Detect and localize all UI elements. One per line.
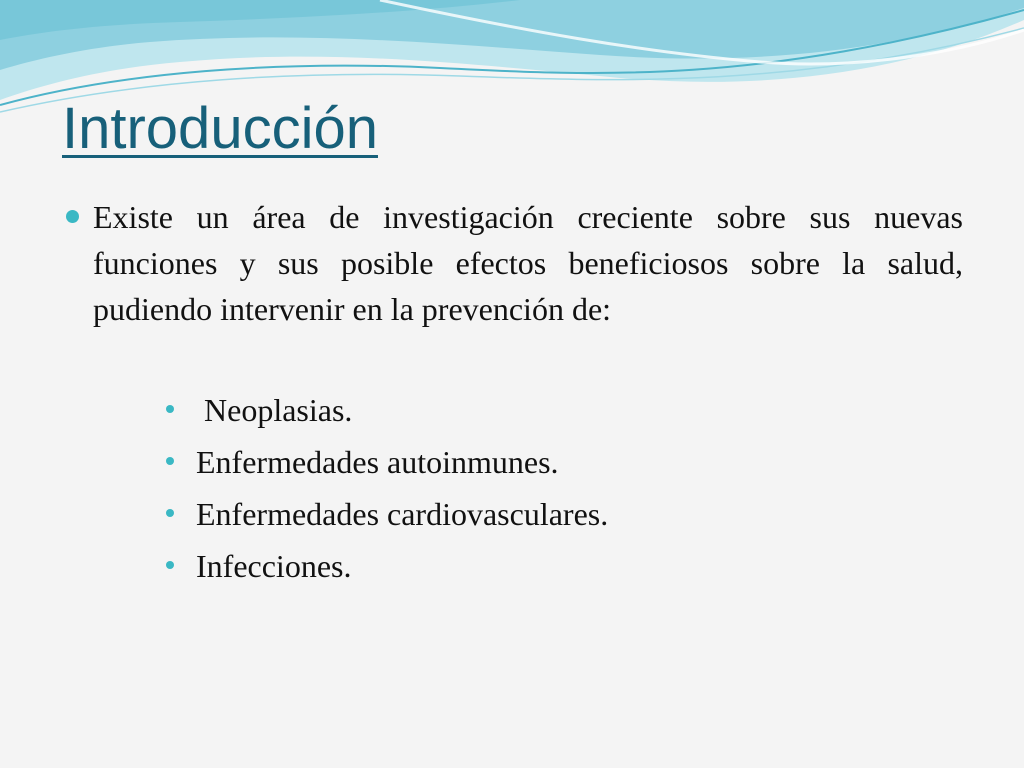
bullet-dot-icon	[66, 210, 79, 223]
sub-bullet-dot-icon	[166, 457, 174, 465]
sub-bullet-dot-icon	[166, 405, 174, 413]
sub-bullet-label: Infecciones.	[196, 548, 352, 584]
main-bullet-text: Existe un área de investigación creciente sobre sus nuevas funciones y sus posible efectos beneficiosos sobre la salud, pudiendo intervenir en la prevención de:	[93, 199, 963, 327]
sub-bullet-label: Neoplasias.	[204, 392, 353, 428]
slide-title: Introducción	[62, 96, 378, 161]
sub-bullet-label: Enfermedades cardiovasculares.	[196, 496, 609, 532]
sub-bullet-dot-icon	[166, 509, 174, 517]
sub-bullet-dot-icon	[166, 561, 174, 569]
sub-bullet-label: Enfermedades autoinmunes.	[196, 444, 559, 480]
